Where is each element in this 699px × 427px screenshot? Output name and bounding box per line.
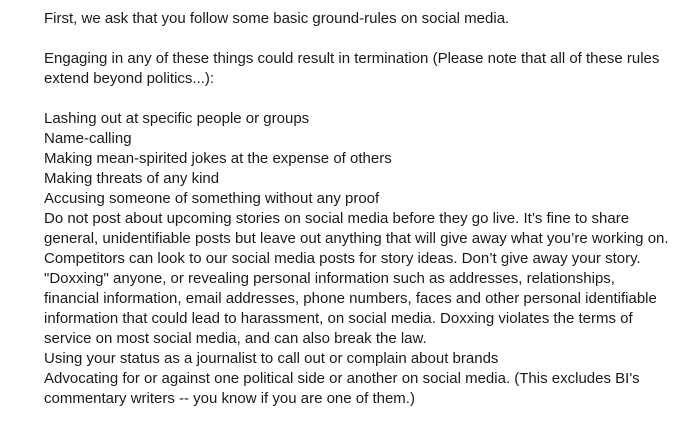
rule-item: Advocating for or against one political side or another on social media. (This excludes BI's commentary writers -- you know if you are one of them.) bbox=[44, 370, 640, 407]
warning-paragraph: Engaging in any of these things could result in termination (Please note that all of these rules extend beyond politics...): bbox=[44, 50, 660, 87]
paragraph-spacer bbox=[44, 29, 674, 49]
rule-item: Do not post about upcoming stories on social media before they go live. It’s fine to share general, unidentifiable posts but leave out anything that will give away what you’re working on. Competitors can look to our social media posts for story ideas. Don’t give away your story. bbox=[44, 210, 669, 267]
rule-item: Making threats of any kind bbox=[44, 170, 220, 187]
document-body bbox=[44, 9, 674, 409]
rule-item: Lashing out at specific people or groups bbox=[44, 110, 310, 127]
rule-item: Accusing someone of something without any proof bbox=[44, 190, 380, 207]
intro-paragraph: First, we ask that you follow some basic ground-rules on social media. bbox=[44, 10, 510, 27]
rule-item: Using your status as a journalist to call out or complain about brands bbox=[44, 350, 499, 367]
rule-item: Making mean-spirited jokes at the expense of others bbox=[44, 150, 392, 167]
paragraph-spacer bbox=[44, 89, 674, 109]
rules-list bbox=[44, 109, 674, 409]
rule-item: Name-calling bbox=[44, 130, 132, 147]
rule-item: "Doxxing" anyone, or revealing personal information such as addresses, relationships, financial information, email addresses, phone numbers, faces and other personal identifiable information that could lead to harassment, on social media. Doxxing violates the terms of service on most social media, and can also break the law. bbox=[44, 270, 657, 347]
